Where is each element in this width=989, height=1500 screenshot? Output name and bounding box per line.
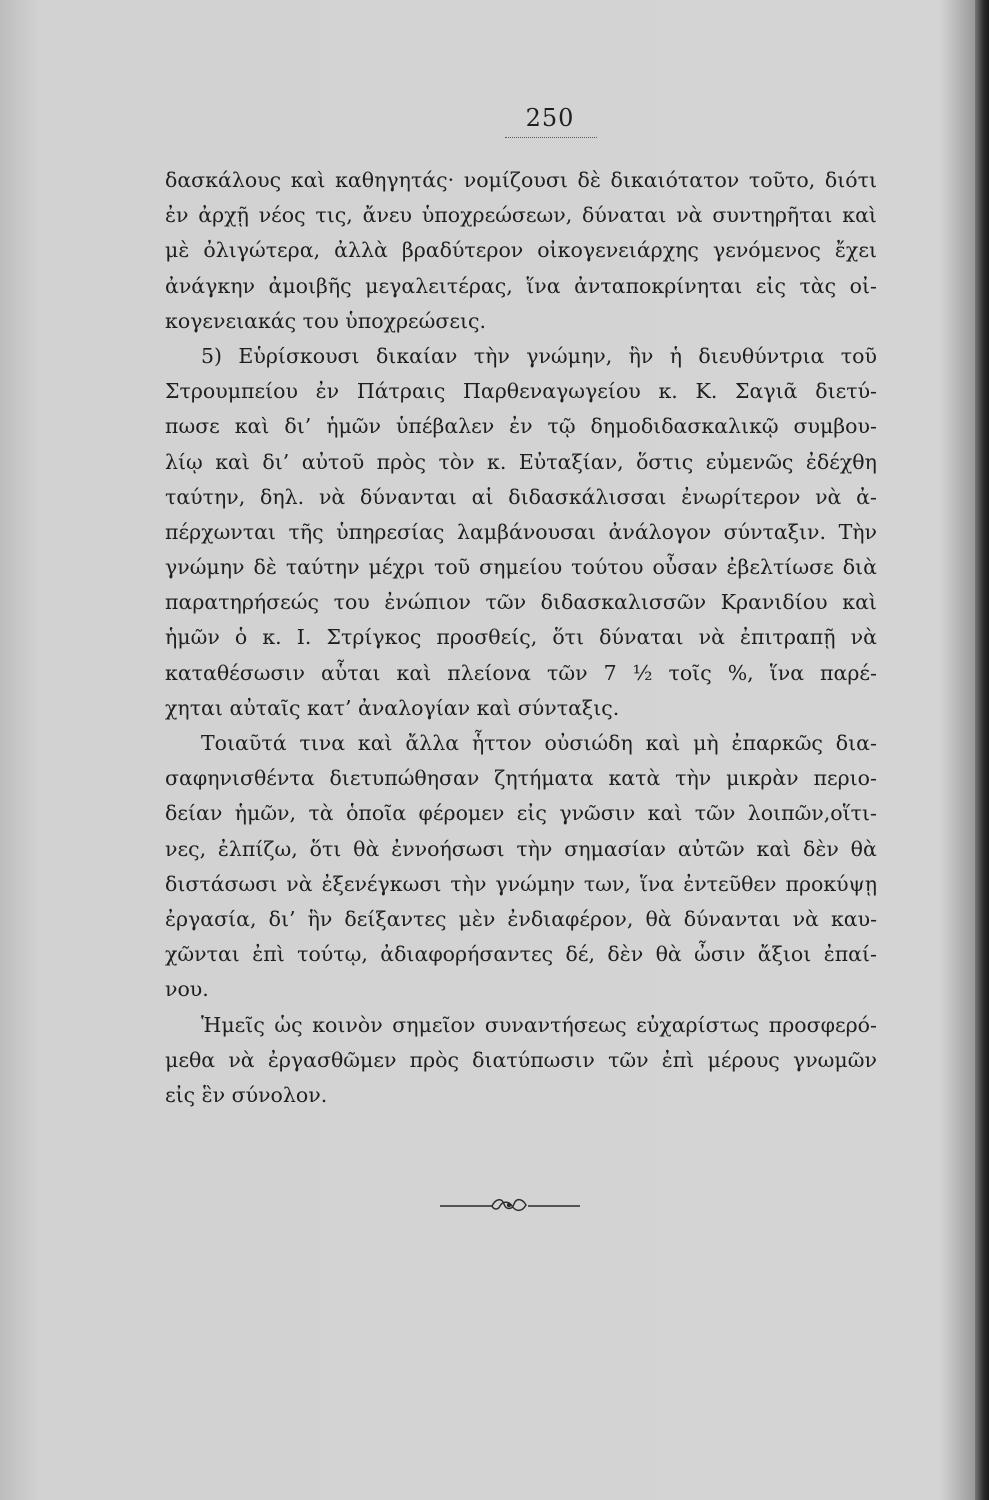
text-line: Στρουμπείου ἐν Πάτραις Παρθεναγωγείου κ. Κ. Σαγιᾶ διετύ- (165, 379, 877, 404)
text-line: ἡμῶν ὁ κ. Ι. Στρίγκος προσθείς, ὅτι δύναται νὰ ἐπιτραπῇ νὰ (165, 625, 877, 650)
text-line: γνώμην δὲ ταύτην μέχρι τοῦ σημείου τούτου οὖσαν ἐβελτίωσε διὰ (165, 555, 877, 580)
text-line: ἐν ἀρχῇ νέος τις, ἄνευ ὑποχρεώσεων, δύναται νὰ συντηρῆται καὶ (165, 203, 877, 228)
text-line: δασκάλους καὶ καθηγητάς· νομίζουσι δὲ δικαιότατον τοῦτο, διότι (165, 168, 877, 192)
text-line: μεθα νὰ ἐργασθῶμεν πρὸς διατύπωσιν τῶν ἐπὶ μέρους γνωμῶν (165, 1047, 877, 1072)
page-number: 250 (525, 104, 575, 132)
text-line: διστάσωσι νὰ ἐξενέγκωσι τὴν γνώμην των, ἵνα ἐντεῦθεν προκύψῃ (165, 871, 877, 896)
text-line: εἰς ἓν σύνολον. (165, 1082, 328, 1107)
text-line: πέρχωνται τῆς ὑπηρεσίας λαμβάνουσαι ἀνάλογον σύνταξιν. Τὴν (165, 519, 877, 544)
text-line: νες, ἐλπίζω, ὅτι θὰ ἐννοήσωσι τὴν σημασίαν αὐτῶν καὶ δὲν θὰ (165, 836, 877, 861)
text-line: καταθέσωσιν αὗται καὶ πλείονα τῶν 7 ½ τοῖς %, ἵνα παρέ- (165, 660, 877, 685)
text-line: ἐργασία, δι’ ἣν δείξαντες μὲν ἐνδιαφέρον, θὰ δύνανται νὰ καυ- (165, 906, 877, 931)
fleuron-ornament-icon (440, 1192, 580, 1218)
text-line: παρατηρήσεώς του ἐνώπιον τῶν διδασκαλισσῶν Κρανιδίου καὶ (165, 590, 877, 615)
text-line: πωσε καὶ δι’ ἡμῶν ὑπέβαλεν ἐν τῷ δημοδιδασκαλικῷ συμβου- (165, 414, 877, 439)
page-number-rule (505, 137, 597, 138)
text-line: μὲ ὀλιγώτερα, ἀλλὰ βραδύτερον οἰκογενειάρχης γενόμενος ἔχει (165, 238, 877, 263)
text-line: ταύτην, δηλ. νὰ δύνανται αἱ διδασκάλισσαι ἐνωρίτερον νὰ ἀ- (165, 484, 877, 509)
text-line: Ἡμεῖς ὡς κοινὸν σημεῖον συναντήσεως εὐχαρίστως προσφερό- (201, 1012, 877, 1037)
text-line: κογενειακάς του ὑποχρεώσεις. (165, 308, 487, 333)
text-line: Τοιαῦτά τινα καὶ ἄλλα ἧττον οὐσιώδη καὶ μὴ ἐπαρκῶς δια- (201, 731, 877, 755)
text-line: χηται αὐταῖς κατ’ ἀναλογίαν καὶ σύνταξις. (165, 695, 620, 720)
text-line: λίῳ καὶ δι’ αὐτοῦ πρὸς τὸν κ. Εὐταξίαν, ὅστις εὐμενῶς ἐδέχθη (165, 449, 877, 474)
text-line: δείαν ἡμῶν, τὰ ὁποῖα φέρομεν εἰς γνῶσιν καὶ τῶν λοιπῶν,οἵτι- (165, 801, 877, 826)
binding-edge (975, 0, 989, 1500)
text-line: σαφηνισθέντα διετυπώθησαν ζητήματα κατὰ τὴν μικρὰν περιο- (165, 766, 877, 791)
text-line: ἀνάγκην ἀμοιβῆς μεγαλειτέρας, ἵνα ἀνταποκρίνηται εἰς τὰς οἰ- (165, 273, 877, 298)
body-text (165, 163, 877, 1113)
text-line: 5) Εὑρίσκουσι δικαίαν τὴν γνώμην, ἣν ἡ διευθύντρια τοῦ (201, 343, 877, 368)
text-line: νου. (165, 977, 209, 1002)
text-line: χῶνται ἐπὶ τούτῳ, ἀδιαφορήσαντες δέ, δὲν θὰ ὦσιν ἄξιοι ἐπαί- (165, 942, 877, 967)
